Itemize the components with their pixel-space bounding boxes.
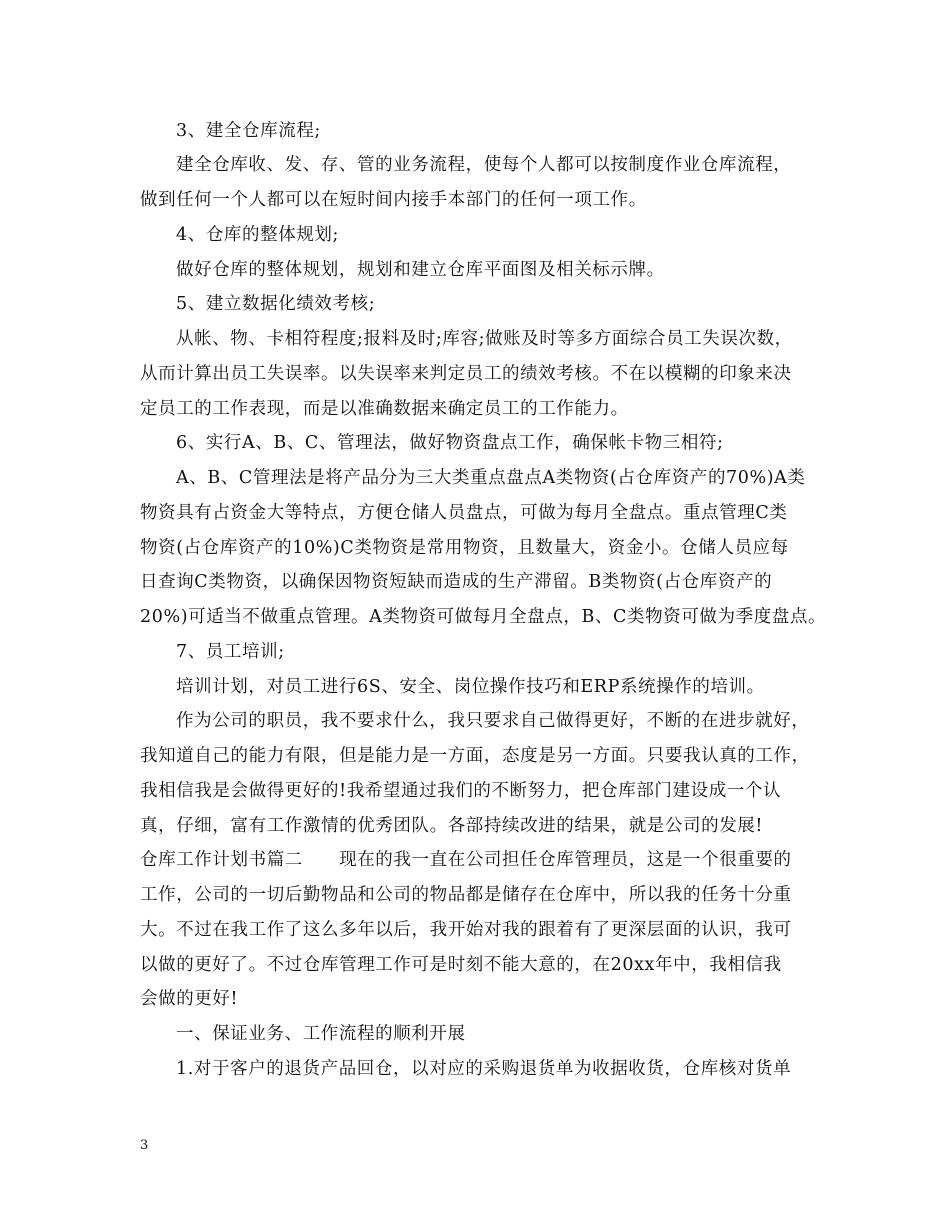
paragraph-line: 培训计划，对员工进行6S、安全、岗位操作技巧和ERP系统操作的培训。 (176, 677, 765, 697)
paragraph-line: 建全仓库收、发、存、管的业务流程，使每个人都可以按制度作业仓库流程， (176, 155, 792, 175)
paragraph-line: 日查询C类物资，以确保因物资短缺而造成的生产滞留。B类物资(占仓库资产的 (140, 572, 773, 592)
heading-performance-assessment: 5、建立数据化绩效考核; (176, 294, 376, 314)
paragraph-line: 大。不过在我工作了这么多年以后，我开始对我的跟着有了更深层面的认识，我可 (140, 920, 792, 940)
paragraph-line: 做到任何一个人都可以在短时间内接手本部门的任何一项工作。 (140, 190, 647, 210)
paragraph-line: 物资具有占资金大等特点，方便仓储人员盘点，可做为每月全盘点。重点管理C类 (140, 503, 788, 523)
page-number: 3 (140, 1138, 149, 1153)
paragraph-line: 定员工的工作表现，而是以准确数据来确定员工的工作能力。 (140, 399, 629, 419)
paragraph-line: 从而计算出员工失误率。以失误率来判定员工的绩效考核。不在以模糊的印象来决 (140, 364, 792, 384)
paragraph-line: 物资(占仓库资产的10%)C类物资是常用物资，且数量大，资金小。仓储人员应每 (140, 538, 789, 558)
section-title-line: 仓库工作计划书篇二 现在的我一直在公司担任仓库管理员，这是一个很重要的 (140, 850, 792, 870)
paragraph-line: 20%)可适当不做重点管理。A类物资可做每月全盘点，B、C类物资可做为季度盘点。 (140, 607, 827, 627)
heading-workflow: 一、保证业务、工作流程的顺利开展 (176, 1024, 466, 1044)
heading-warehouse-process: 3、建全仓库流程; (176, 121, 321, 141)
paragraph-line: 我相信我是会做得更好的!我希望通过我们的不断努力，把仓库部门建设成一个认 (140, 781, 782, 801)
paragraph-line: 会做的更好! (140, 989, 239, 1009)
paragraph-line: 作为公司的职员，我不要求什么，我只要求自己做得更好，不断的在进步就好， (176, 711, 810, 731)
heading-staff-training: 7、员工培训; (176, 642, 285, 662)
paragraph-line: 以做的更好了。不过仓库管理工作可是时刻不能大意的，在20xx年中，我相信我 (140, 955, 782, 975)
paragraph-line: 1.对于客户的退货产品回仓，以对应的采购退货单为收据收货，仓库核对货单 (176, 1059, 792, 1079)
paragraph-line: 工作，公司的一切后勤物品和公司的物品都是储存在仓库中，所以我的任务十分重 (140, 885, 792, 905)
paragraph-line: 从帐、物、卡相符程度;报料及时;库容;做账及时等多方面综合员工失误次数， (176, 329, 793, 349)
paragraph-line: 我知道自己的能力有限，但是能力是一方面，态度是另一方面。只要我认真的工作， (140, 746, 810, 766)
paragraph-line: 真，仔细，富有工作激情的优秀团队。各部持续改进的结果，就是公司的发展! (140, 816, 764, 836)
heading-overall-planning: 4、仓库的整体规划; (176, 225, 340, 245)
paragraph-line: A、B、C管理法是将产品分为三大类重点盘点A类物资(占仓库资产的70%)A类 (176, 468, 806, 488)
heading-abc-management: 6、实行A、B、C、管理法，做好物资盘点工作，确保帐卡物三相符; (176, 433, 724, 453)
paragraph-line: 做好仓库的整体规划，规划和建立仓库平面图及相关标示牌。 (176, 260, 665, 280)
